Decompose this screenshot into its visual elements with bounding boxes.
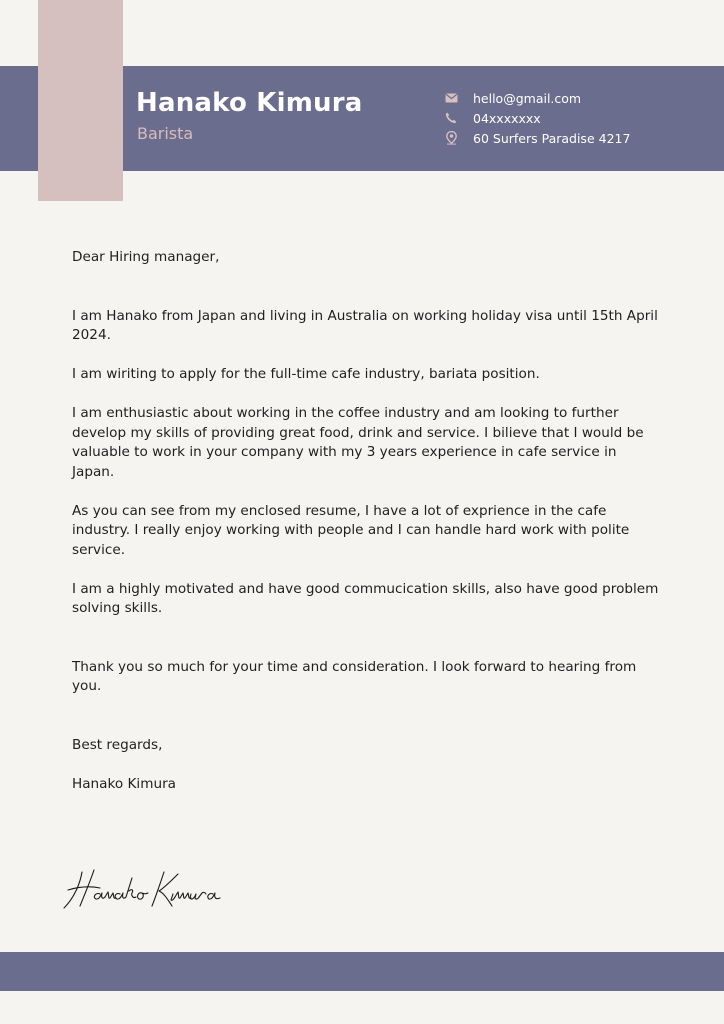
contact-email[interactable]: hello@gmail.com — [473, 90, 582, 106]
footer-band — [0, 952, 724, 991]
handwritten-signature — [60, 862, 230, 914]
letter-body — [72, 248, 662, 794]
letter-paragraph: I am wiriting to apply for the full-time cafe industry, bariata position. — [72, 366, 540, 382]
envelope-icon — [444, 91, 458, 105]
phone-icon — [444, 111, 458, 125]
contact-phone[interactable]: 04xxxxxxx — [473, 110, 541, 126]
letter-salutation: Dear Hiring manager, — [72, 249, 220, 265]
location-pin-icon — [444, 131, 458, 145]
applicant-name: Hanako Kimura — [136, 88, 363, 118]
letter-closing: Best regards, — [72, 736, 163, 753]
contact-address-row — [444, 128, 714, 148]
letter-paragraph: I am a highly motivated and have good commucication skills, also have good problem solving skills. — [72, 580, 659, 616]
letter-signoff-name: Hanako Kimura — [72, 775, 176, 792]
letter-paragraph: I am Hanako from Japan and living in Australia on working holiday visa until 15th April 2024. — [72, 307, 658, 343]
contact-info — [444, 88, 714, 148]
applicant-role: Barista — [137, 124, 194, 143]
contact-email-row — [444, 88, 714, 108]
letter-paragraph: Thank you so much for your time and consideration. I look forward to hearing from you. — [72, 658, 637, 694]
contact-address: 60 Surfers Paradise 4217 — [473, 130, 631, 146]
letter-paragraph: As you can see from my enclosed resume, I have a lot of exprience in the cafe industry. I really enjoy working with people and I can handle hard work with polite service. — [72, 502, 630, 558]
contact-phone-row — [444, 108, 714, 128]
accent-block — [38, 0, 123, 201]
letter-paragraph: I am enthusiastic about working in the coffee industry and am looking to further develop my skills of providing great food, drink and service. I bilieve that I would be valuable to work in your company with my 3 years experience in cafe service in Japan. — [72, 405, 644, 480]
